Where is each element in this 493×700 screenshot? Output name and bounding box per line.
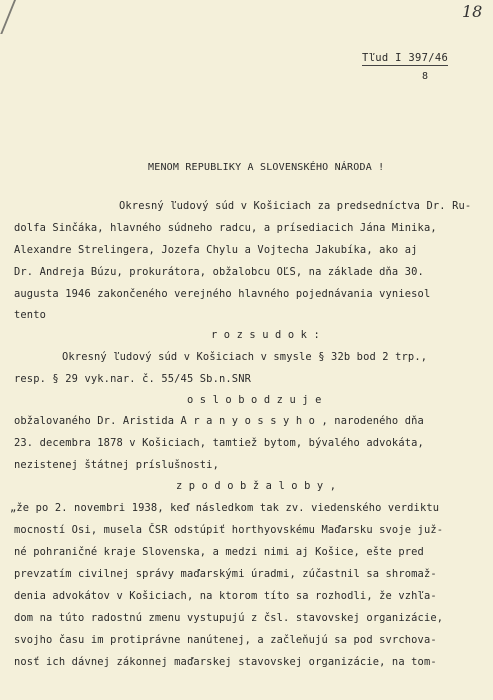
acquittal-heading: o s l o b o d z u j e	[187, 394, 322, 406]
text-line: dolfa Sinčáka, hlavného súdneho radcu, a prísediacich Jána Minika,	[14, 222, 437, 234]
text-line: augusta 1946 zakončeného verejného hlavného pojednávania vyniesol	[14, 288, 431, 300]
text-line: 23. decembra 1878 v Košiciach, tamtiež bytom, bývalého advokáta,	[14, 437, 424, 449]
text-line: Okresný ľudový súd v Košiciach za predsedníctva Dr. Ru-	[119, 200, 472, 212]
text-line: denia advokátov v Košiciach, na ktorom títo sa rozhodli, že vzhľa-	[14, 590, 437, 602]
text-line: né pohraničné kraje Slovenska, a medzi nimi aj Košice, ešte pred	[14, 546, 424, 558]
reference-sub: 8	[422, 71, 429, 82]
text-line: tento	[14, 309, 47, 321]
text-line: svojho času im protiprávne nanútenej, a začleňujú sa pod svrchova-	[14, 634, 437, 646]
text-line: resp. § 29 vyk.nar. č. 55/45 Sb.n.SNR	[14, 373, 252, 385]
text-line: nosť ich dávnej zákonnej maďarskej stavovskej organizácie, na tom-	[14, 656, 437, 668]
pen-stroke-mark	[0, 0, 16, 34]
reference-number: Tľud I 397/46	[362, 52, 449, 64]
text-line: Dr. Andreja Búzu, prokurátora, obžalobcu OĽS, na základe dňa 30.	[14, 266, 424, 278]
text-line: nezistenej štátnej príslušnosti,	[14, 459, 219, 471]
text-line: mocností Osi, musela ČSR odstúpiť horthyovskému Maďarsku svoje juž-	[14, 524, 444, 536]
page-mark: 18	[462, 2, 483, 21]
text-line: obžalovaného Dr. Aristida A r a n y o s s y h o , narodeného dňa	[14, 415, 424, 427]
text-line: Okresný ľudový súd v Košiciach v smysle § 32b bod 2 trp.,	[62, 351, 428, 363]
text-line: prevzatím civilnej správy maďarskými úradmi, zúčastnil sa shromaž-	[14, 568, 437, 580]
charge-heading: z p o d o b ž a l o b y ,	[176, 480, 337, 492]
document-heading: MENOM REPUBLIKY A SLOVENSKÉHO NÁRODA !	[148, 162, 385, 173]
text-line: dom na túto radostnú zmenu vystupujú z čsl. stavovskej organizácie,	[14, 612, 444, 624]
text-line: „že po 2. novembri 1938, keď následkom tak zv. viedenského verdiktu	[10, 502, 440, 514]
text-line: Alexandre Strelingera, Jozefa Chylu a Vojtecha Jakubíka, ako aj	[14, 244, 418, 256]
verdict-heading: r o z s u d o k :	[211, 329, 320, 341]
